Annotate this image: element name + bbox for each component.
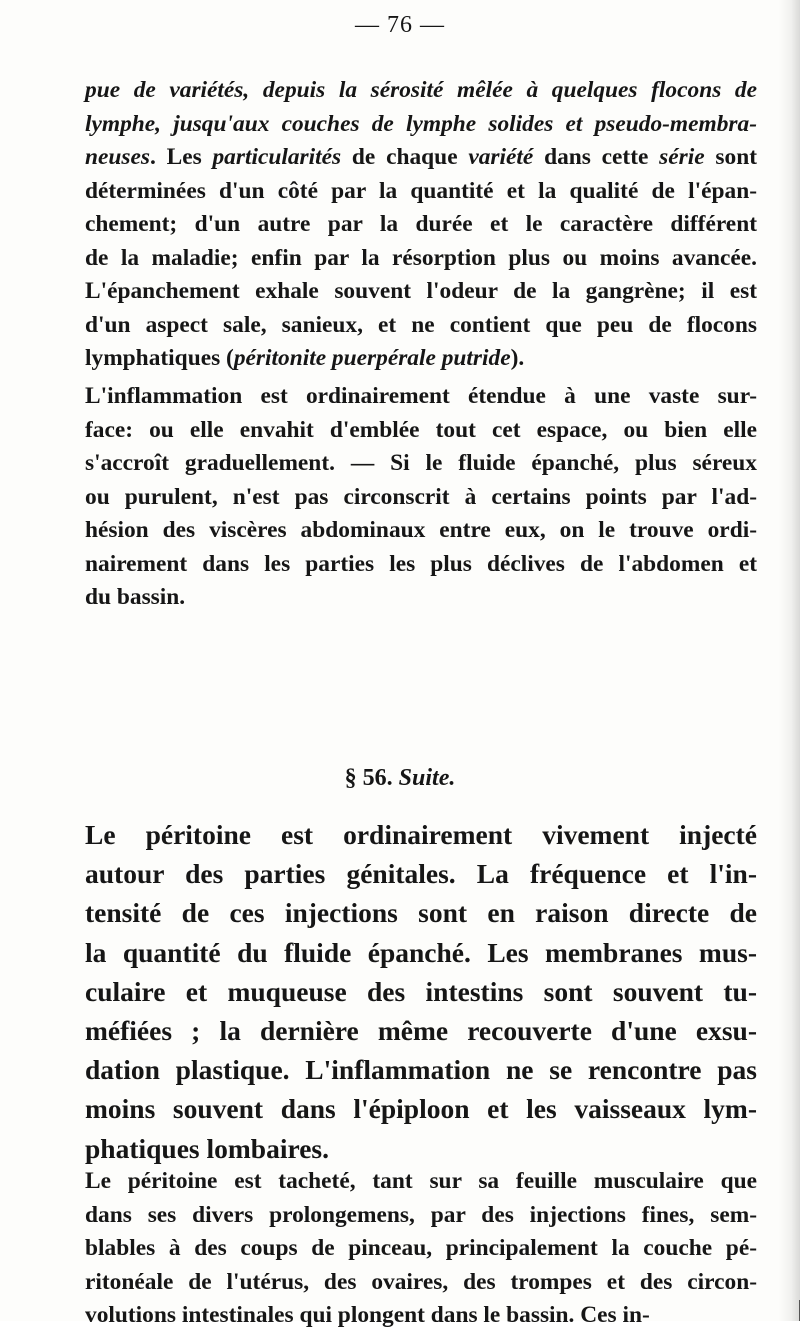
text-line xyxy=(85,1199,757,1233)
text-run: méfiées ; la dernière même recouverte d'une exsu- xyxy=(85,1015,757,1047)
page-gutter-shadow xyxy=(778,0,800,1321)
text-line xyxy=(85,1129,757,1168)
text-line xyxy=(85,342,757,376)
text-line xyxy=(85,1232,757,1266)
text-run: ritonéale de l'utérus, des ovaires, des trompes et des circon- xyxy=(85,1268,757,1295)
text-run: tensité de ces injections sont en raison directe de xyxy=(85,897,757,929)
text-run: nairement dans les parties les plus déclives de l'abdomen et xyxy=(85,550,757,577)
italic-text: série xyxy=(659,144,705,170)
text-run: moins souvent dans l'épiploon et les vaisseaux lym- xyxy=(85,1093,757,1125)
text-line xyxy=(85,815,757,854)
text-run: sont xyxy=(704,144,757,170)
text-line xyxy=(85,893,757,932)
text-line xyxy=(85,581,757,615)
text-line xyxy=(85,141,757,175)
text-line xyxy=(85,1165,757,1199)
text-line xyxy=(85,74,757,108)
text-line xyxy=(85,175,757,209)
text-line xyxy=(85,1299,757,1333)
text-line xyxy=(85,108,757,142)
text-line xyxy=(85,208,757,242)
text-line xyxy=(85,514,757,548)
text-line xyxy=(85,933,757,972)
italic-text: particularités xyxy=(212,144,342,170)
paragraph-1 xyxy=(85,74,757,376)
text-line xyxy=(85,414,757,448)
paragraph-3 xyxy=(85,815,757,1168)
text-run: volutions intestinales qui plongent dans le bassin. Ces in- xyxy=(85,1302,650,1328)
text-line xyxy=(85,481,757,515)
text-run: s'accroît graduellement. — Si le fluide épanché, plus séreux xyxy=(85,450,757,476)
text-run: culaire et muqueuse des intestins sont souvent tu- xyxy=(85,975,757,1007)
text-line xyxy=(85,1050,757,1089)
italic-text: lymphe, jusqu'aux couches de lymphe solides et pseudo-membra- xyxy=(85,110,757,137)
text-line xyxy=(85,275,757,309)
text-run: ). xyxy=(510,345,525,371)
text-line xyxy=(85,854,757,893)
text-run: blables à des coups de pinceau, principalement la couche pé- xyxy=(85,1235,757,1261)
text-run: L'épanchement exhale souvent l'odeur de la gangrène; il est xyxy=(85,278,757,304)
text-run: dans cette xyxy=(533,144,660,170)
italic-text: neuses xyxy=(85,144,150,170)
text-run: face: ou elle envahit d'emblée tout cet espace, ou bien elle xyxy=(85,416,757,443)
text-line xyxy=(85,972,757,1011)
text-run: . Les xyxy=(150,144,213,170)
text-line xyxy=(85,447,757,481)
text-run: L'inflammation est ordinairement étendue à une vaste sur- xyxy=(85,383,757,409)
italic-text: variété xyxy=(468,144,534,170)
text-run: phatiques lombaires. xyxy=(85,1132,329,1164)
text-line xyxy=(85,309,757,343)
text-run: ou purulent, n'est pas circonscrit à certains points par l'ad- xyxy=(85,483,757,510)
text-line xyxy=(85,1011,757,1050)
text-run: dation plastique. L'inflammation ne se rencontre pas xyxy=(85,1054,757,1086)
text-run: Le péritoine est tacheté, tant sur sa feuille musculaire que xyxy=(85,1168,757,1194)
text-line xyxy=(85,242,757,276)
text-line xyxy=(85,380,757,414)
italic-text: péritonite puerpérale putride xyxy=(233,345,511,371)
text-run: chement; d'un autre par la durée et le caractère différent xyxy=(85,211,757,237)
text-run: dans ses divers prolongemens, par des injections fines, sem- xyxy=(85,1201,757,1228)
text-run: Le péritoine est ordinairement vivement injecté xyxy=(85,819,757,850)
text-run: de chaque xyxy=(341,144,469,170)
paragraph-4 xyxy=(85,1165,757,1333)
text-run: hésion des viscères abdominaux entre eux, on le trouve ordi- xyxy=(85,517,757,543)
text-run: du bassin. xyxy=(85,584,186,610)
text-run: autour des parties génitales. La fréquence et l'in- xyxy=(85,858,757,890)
text-line xyxy=(85,1266,757,1300)
section-title: Suite. xyxy=(398,765,456,791)
page-number: — 76 — xyxy=(355,12,445,38)
text-run: déterminées d'un côté par la quantité et la qualité de l'épan- xyxy=(85,177,757,204)
section-heading xyxy=(0,763,800,793)
italic-text: pue de variétés, depuis la sérosité mêlée à quelques flocons de xyxy=(85,77,757,103)
text-run: la quantité du fluide épanché. Les membranes mus- xyxy=(85,936,757,968)
paragraph-2 xyxy=(85,380,757,615)
section-mark: § 56. xyxy=(344,765,393,791)
text-line xyxy=(85,1089,757,1128)
text-run: lymphatiques ( xyxy=(85,345,234,371)
text-run: d'un aspect sale, sanieux, et ne contient que peu de flocons xyxy=(85,311,757,338)
text-run: de la maladie; enfin par la résorption plus ou moins avancée. xyxy=(85,244,757,271)
text-line xyxy=(85,548,757,582)
